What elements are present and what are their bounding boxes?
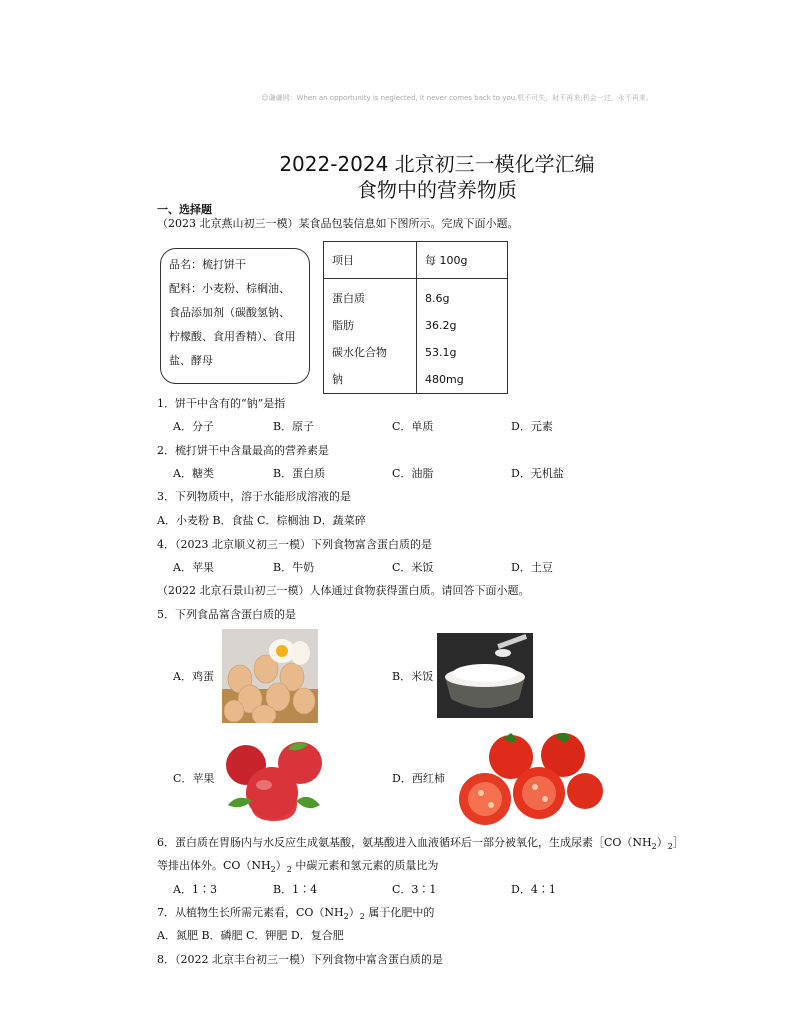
package-line: 盐、酵母 bbox=[169, 354, 213, 367]
nutrition-table bbox=[323, 241, 508, 394]
option-b: B．米饭 bbox=[392, 670, 434, 683]
subscript: 2 bbox=[359, 912, 365, 922]
option-d: D．西红柿 bbox=[392, 772, 445, 785]
item-value: 8.6g bbox=[425, 292, 450, 305]
text-span: 等排出体外。CO（NH bbox=[157, 859, 271, 872]
option-d: D．土豆 bbox=[511, 561, 553, 574]
subscript: 2 bbox=[667, 842, 673, 852]
table-cell-values bbox=[417, 279, 508, 394]
text-span: 6．蛋白质在胃肠内与水反应生成氨基酸，氨基酸进入血液循环后一部分被氧化，生成尿素［CO（NH bbox=[157, 836, 652, 849]
question-6-line-2 bbox=[157, 859, 438, 877]
option-d: D．4∶1 bbox=[511, 883, 556, 896]
options-row: A．小麦粉 B．食盐 C．棕榈油 D．蔬菜碎 bbox=[157, 514, 366, 527]
option-a: A．鸡蛋 bbox=[173, 670, 214, 683]
option-a: A．分子 bbox=[173, 420, 214, 433]
item-value: 53.1g bbox=[425, 346, 457, 359]
text-span: 7．从植物生长所需元素看，CO（NH bbox=[157, 906, 344, 919]
option-a: A．糖类 bbox=[173, 467, 214, 480]
text-span: ） bbox=[348, 906, 360, 919]
intro-text: （2022 北京石景山初三一模）人体通过食物获得蛋白质。请回答下面小题。 bbox=[157, 584, 530, 597]
text-span: ） bbox=[656, 836, 668, 849]
package-line: 柠檬酸、食用香精）、食用 bbox=[169, 330, 296, 343]
package-line: 品名：梳打饼干 bbox=[169, 258, 246, 271]
item-value: 36.2g bbox=[425, 319, 457, 332]
option-b: B．1∶4 bbox=[273, 883, 318, 896]
table-cell-items bbox=[324, 279, 417, 394]
question-5: 5．下列食品富含蛋白质的是 bbox=[157, 608, 296, 621]
question-3: 3．下列物质中，溶于水能形成溶液的是 bbox=[157, 490, 351, 503]
question-7 bbox=[157, 906, 434, 924]
question-4: 4．（2023 北京顺义初三一模）下列食物富含蛋白质的是 bbox=[157, 538, 432, 551]
tomatoes-image bbox=[455, 733, 603, 825]
table-header-cell: 项目 bbox=[324, 242, 417, 279]
option-d: D．元素 bbox=[511, 420, 553, 433]
option-b: B．原子 bbox=[273, 420, 315, 433]
text-span: ） bbox=[275, 859, 287, 872]
item-name: 蛋白质 bbox=[332, 292, 365, 305]
item-name: 碳水化合物 bbox=[332, 346, 387, 359]
option-c: C．米饭 bbox=[392, 561, 434, 574]
option-a: A．苹果 bbox=[173, 561, 214, 574]
subscript: 2 bbox=[651, 842, 657, 852]
question-8: 8．（2022 北京丰台初三一模）下列食物中富含蛋白质的是 bbox=[157, 953, 443, 966]
watermark: ☺谦谦网：When an opportunity is neglected, it never comes back to you.机不可失，时不再来;机会一过，永不再来。 bbox=[261, 94, 653, 102]
subscript: 2 bbox=[286, 865, 292, 875]
page-subtitle: 食物中的营养物质 bbox=[357, 178, 517, 202]
eggs-image bbox=[222, 629, 318, 723]
subscript: 2 bbox=[343, 912, 349, 922]
option-b: B．蛋白质 bbox=[273, 467, 326, 480]
package-line: 食品添加剂（碳酸氢钠、 bbox=[169, 306, 290, 319]
apples-image bbox=[222, 735, 326, 823]
option-b: B．牛奶 bbox=[273, 561, 315, 574]
package-line: 配料：小麦粉、棕榈油、 bbox=[169, 282, 290, 295]
options-row: A．氮肥 B．磷肥 C．钾肥 D．复合肥 bbox=[157, 929, 344, 942]
rice-image bbox=[437, 633, 533, 718]
option-c: C．油脂 bbox=[392, 467, 434, 480]
option-c: C．3∶1 bbox=[392, 883, 437, 896]
table-header-row bbox=[324, 242, 508, 279]
item-name: 脂肪 bbox=[332, 319, 354, 332]
question-1: 1．饼干中含有的“钠”是指 bbox=[157, 397, 286, 410]
item-name: 钠 bbox=[332, 373, 343, 386]
package-info-box bbox=[160, 248, 310, 384]
option-a: A．1∶3 bbox=[173, 883, 217, 896]
question-2: 2．梳打饼干中含量最高的营养素是 bbox=[157, 444, 329, 457]
section-heading: 一、选择题 bbox=[157, 203, 212, 216]
intro-text: （2023 北京燕山初三一模）某食品包装信息如下图所示。完成下面小题。 bbox=[157, 217, 519, 230]
option-c: C．单质 bbox=[392, 420, 434, 433]
text-span: ］ bbox=[672, 836, 684, 849]
text-span: 属于化肥中的 bbox=[364, 906, 435, 919]
subscript: 2 bbox=[270, 865, 276, 875]
page-title: 2022-2024 北京初三一模化学汇编 bbox=[279, 152, 595, 176]
table-header-cell: 每 100g bbox=[417, 242, 508, 279]
question-6-line-1 bbox=[157, 836, 684, 854]
option-c: C．苹果 bbox=[173, 772, 215, 785]
item-value: 480mg bbox=[425, 373, 464, 386]
table-row bbox=[324, 279, 508, 394]
text-span: 中碳元素和氢元素的质量比为 bbox=[291, 859, 439, 872]
option-d: D．无机盐 bbox=[511, 467, 564, 480]
